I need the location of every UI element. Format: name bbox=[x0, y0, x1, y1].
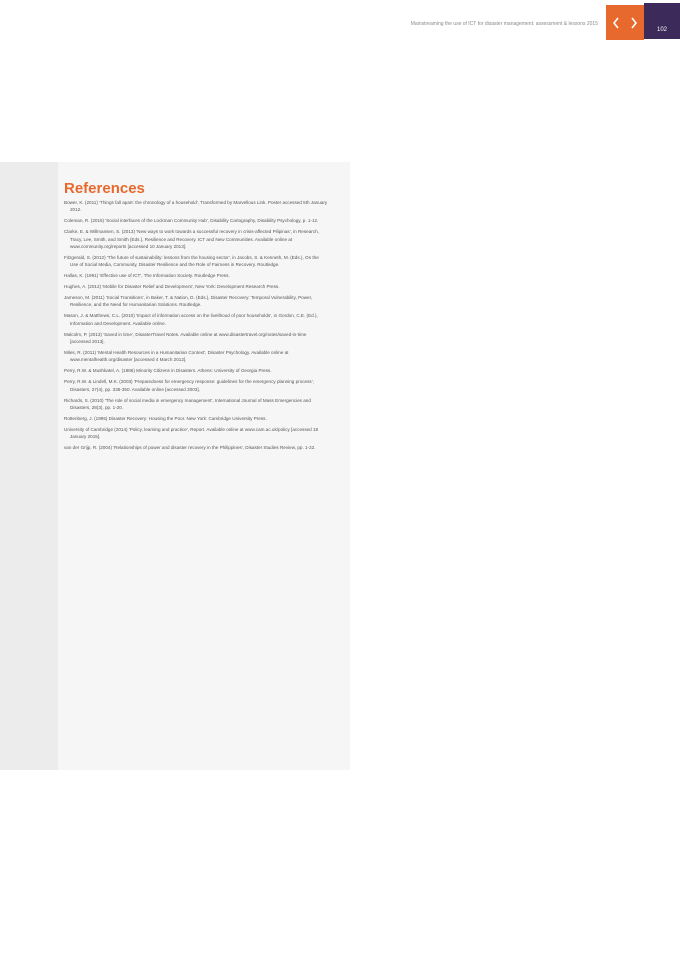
next-page-button[interactable] bbox=[624, 5, 644, 40]
page-number-badge bbox=[644, 3, 680, 39]
reference-item: Perry, R.W. & Mushkatel, A. (1986) Minority Citizens in Disasters. Athens: University of Georgia Press. bbox=[64, 368, 272, 374]
chevron-right-icon bbox=[629, 16, 639, 30]
reference-item: Perry, R.W. & Lindell, M.K. (2003) 'Preparedness for emergency response: guidelines for the emergency planning process', Disasters, 27(4), pp. 336-350. Available online [accessed 2003]. bbox=[64, 379, 314, 392]
page-number: 102 bbox=[656, 27, 667, 33]
reference-item: University of Cambridge (2014) 'Policy, learning and practice', Report. Available online at www.cam.ac.uk/policy [accessed 18 January 2015]. bbox=[64, 426, 319, 440]
reference-item: Fitzgerald, S. (2012) 'The future of sustainability: lessons from the housing sector', in Jacobs, S. & Kenneth, M. (Eds.), On the Use of Social Media, Community, Disaster Resilience and the Role of Fairness in Recovery. Routledge. bbox=[64, 254, 319, 268]
reference-item: Clarke, E. & Willmansen, S. (2013) 'New ways to work towards a successful recovery in crisis-affected Pilipinas', in Research, Tracy, Lee, Smith, and Smith (Eds.), Resilience and Recovery. ICT and New Communities. Available online at www.community.org/reports [accessed 10 January 2013]. bbox=[64, 229, 319, 250]
reference-item: Jameson, M. (2011) 'Social Transitions', in Baker, T. & Nation, D. (Eds.), Disaster Recovery: Temporal Vulnerability, Power, Resilience, and the Need for Humanitarian Solutions. Routledge. bbox=[64, 295, 313, 308]
reference-list bbox=[64, 199, 328, 455]
chevron-left-icon bbox=[611, 16, 621, 30]
running-header-title: Mainstreaming the use of ICT for disaster management: assessment & lessons 2015 bbox=[410, 21, 598, 27]
reference-item: Richards, S. (2010) 'The role of social media in emergency management', International Journal of Mass Emergencies and Disasters, 28(3), pp. 1-20. bbox=[64, 397, 311, 410]
reference-item: Coleman, R. (2015) 'Social interfaces of the Lockman Community Hub', Disability Cartography, Disability Psychology, p. 1-12. bbox=[64, 218, 319, 224]
reference-item: Hughes, A. (2012) 'Mobile for Disaster Relief and Development', New York: Development Research Press. bbox=[64, 284, 280, 290]
reference-item: Malcolm, P. (2013) 'Saved in time', DisasterTravel Notes. Available online at www.disastertravel.org/notes/saved-in-time [accessed 2013]. bbox=[64, 331, 307, 345]
previous-page-button[interactable] bbox=[606, 5, 626, 40]
reference-item: Rottenberg, J. (1995) Disaster Recovery: Housing the Poor. New York: Cambridge University Press. bbox=[64, 415, 267, 421]
reference-item: van der Grijp, R. (2004) 'Relationships of power and disaster recovery in the Philippines', Disaster Studies Review, pp. 1-22. bbox=[64, 445, 316, 451]
reference-item: Hallas, K. (1991) 'Effective use of ICT', The Information Society. Routledge Press. bbox=[64, 273, 230, 279]
reference-item: Mason, J. & Matthews, C.L. (2010) 'Impact of information access on the livelihood of poor households', in Gordon, C.E. (Ed.), Information and Development. Available online. bbox=[64, 313, 318, 326]
reference-item: Miles, R. (2011) 'Mental Health Resources in a Humanitarian Context', Disaster Psychology. Available online at www.mentalhealth.org/disaster [accessed 4 March 2012]. bbox=[64, 350, 289, 363]
references-heading: References bbox=[64, 180, 145, 197]
reference-item: Bower, K. (2011) 'Things fall apart: the chronology of a household', Transformed by Marvellous Link. Poster accessed 5th January 2012. bbox=[64, 200, 328, 213]
